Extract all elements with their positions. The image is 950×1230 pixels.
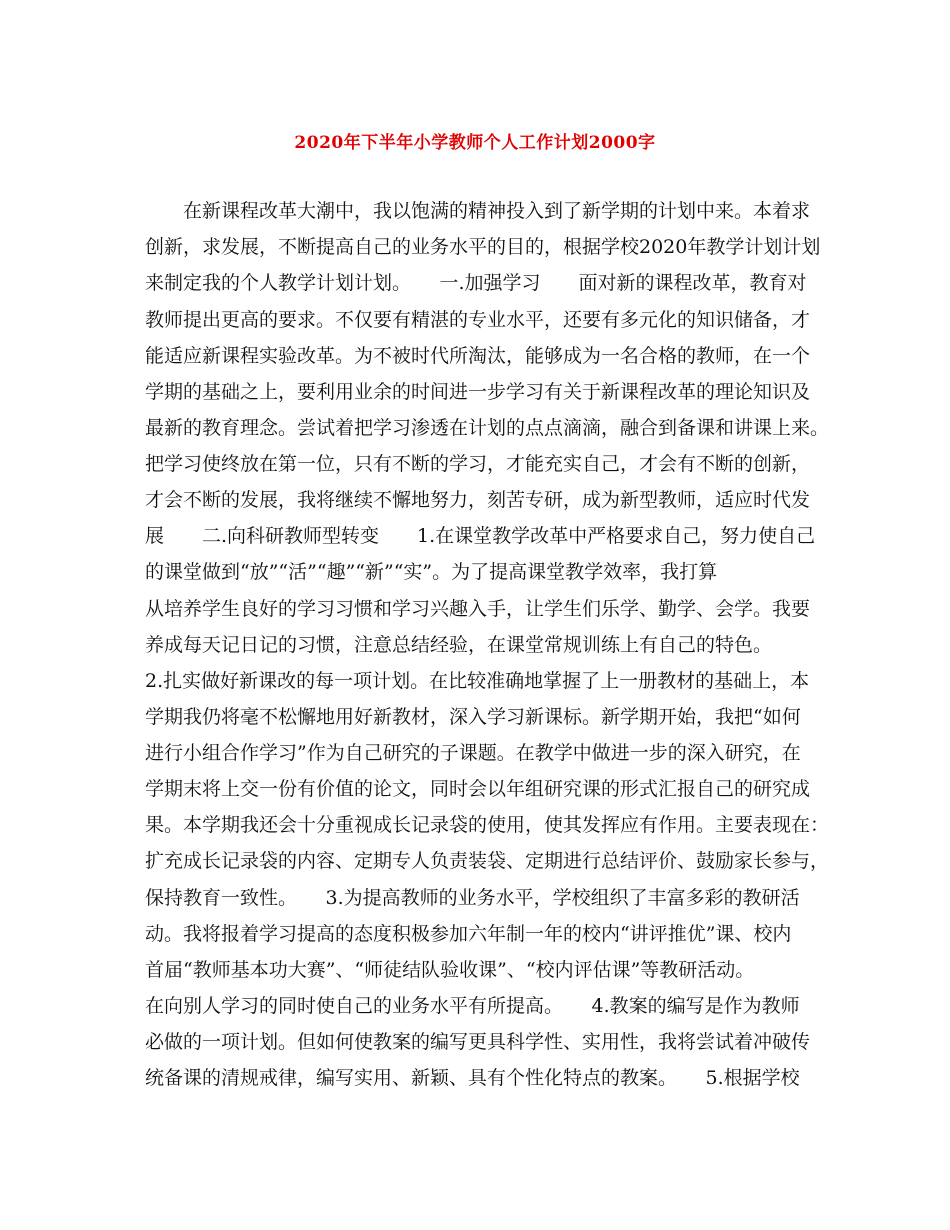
body-line: 来制定我的个人教学计划计划。 一.加强学习 面对新的课程改革，教育对	[145, 272, 807, 294]
body-line: 才会不断的发展，我将继续不懈地努力，刻苦专研，成为新型教师，适应时代发	[145, 489, 811, 511]
body-line: 进行小组合作学习”作为自己研究的子课题。在教学中做进一步的深入研究，在	[145, 742, 801, 764]
body-line: 动。我将报着学习提高的态度积极参加六年制一年的校内“讲评推优”课、校内	[145, 923, 792, 945]
body-line: 养成每天记日记的习惯，注意总结经验，在课堂常规训练上有自己的特色。	[145, 634, 773, 656]
body-line: 创新，求发展，不断提高自己的业务水平的目的，根据学校2020年教学计划计划	[145, 236, 821, 258]
body-line: 从培养学生良好的学习习惯和学习兴趣入手，让学生们乐学、勤学、会学。我要	[145, 598, 811, 620]
body-line: 展 二.向科研教师型转变 1.在课堂教学改革中严格要求自己，努力使自己	[145, 525, 816, 547]
body-line: 教师提出更高的要求。不仅要有精湛的专业水平，还要有多元化的知识储备，才	[145, 309, 811, 331]
body-line: 把学习使终放在第一位，只有不断的学习，才能充实自己，才会有不断的创新，	[145, 453, 811, 475]
body-line: 学期的基础之上，要利用业余的时间进一步学习有关于新课程改革的理论知识及	[145, 381, 811, 403]
body-line: 必做的一项计划。但如何使教案的编写更具科学性、实用性，我将尝试着冲破传	[145, 1031, 811, 1053]
body-line: 学期末将上交一份有价值的论文，同时会以年组研究课的形式汇报自己的研究成	[145, 778, 811, 800]
body-line: 果。本学期我还会十分重视成长记录袋的使用，使其发挥应有作用。主要表现在：	[145, 814, 830, 836]
body-line: 在向别人学习的同时使自己的业务水平有所提高。 4.教案的编写是作为教师	[145, 995, 800, 1017]
body-line: 能适应新课程实验改革。为不被时代所淘汰，能够成为一名合格的教师，在一个	[145, 345, 811, 367]
body-line: 最新的教育理念。尝试着把学习渗透在计划的点点滴滴，融合到备课和讲课上来。	[145, 417, 830, 439]
body-line: 在新课程改革大潮中，我以饱满的精神投入到了新学期的计划中来。本着求	[145, 200, 811, 222]
body-line: 统备课的清规戒律，编写实用、新颖、具有个性化特点的教案。 5.根据学校	[145, 1067, 800, 1089]
body-line: 的课堂做到“放”“活”“趣”“新”“实”。为了提高课堂教学效率，我打算	[145, 561, 718, 583]
body-line: 保持教育一致性。 3.为提高教师的业务水平，学校组织了丰富多彩的教研活	[145, 887, 800, 909]
document-title: 2020年下半年小学教师个人工作计划2000字	[294, 133, 656, 153]
body-line: 扩充成长记录袋的内容、定期专人负责装袋、定期进行总结评价、鼓励家长参与，	[145, 850, 830, 872]
body-line: 2.扎实做好新课改的每一项计划。在比较准确地掌握了上一册教材的基础上，本	[145, 670, 810, 692]
body-line: 学期我仍将毫不松懈地用好新教材，深入学习新课标。新学期开始，我把“如何	[145, 706, 801, 728]
body-line: 首届“教师基本功大赛”、“师徒结队验收课”、“校内评估课”等教研活动。	[145, 959, 755, 981]
